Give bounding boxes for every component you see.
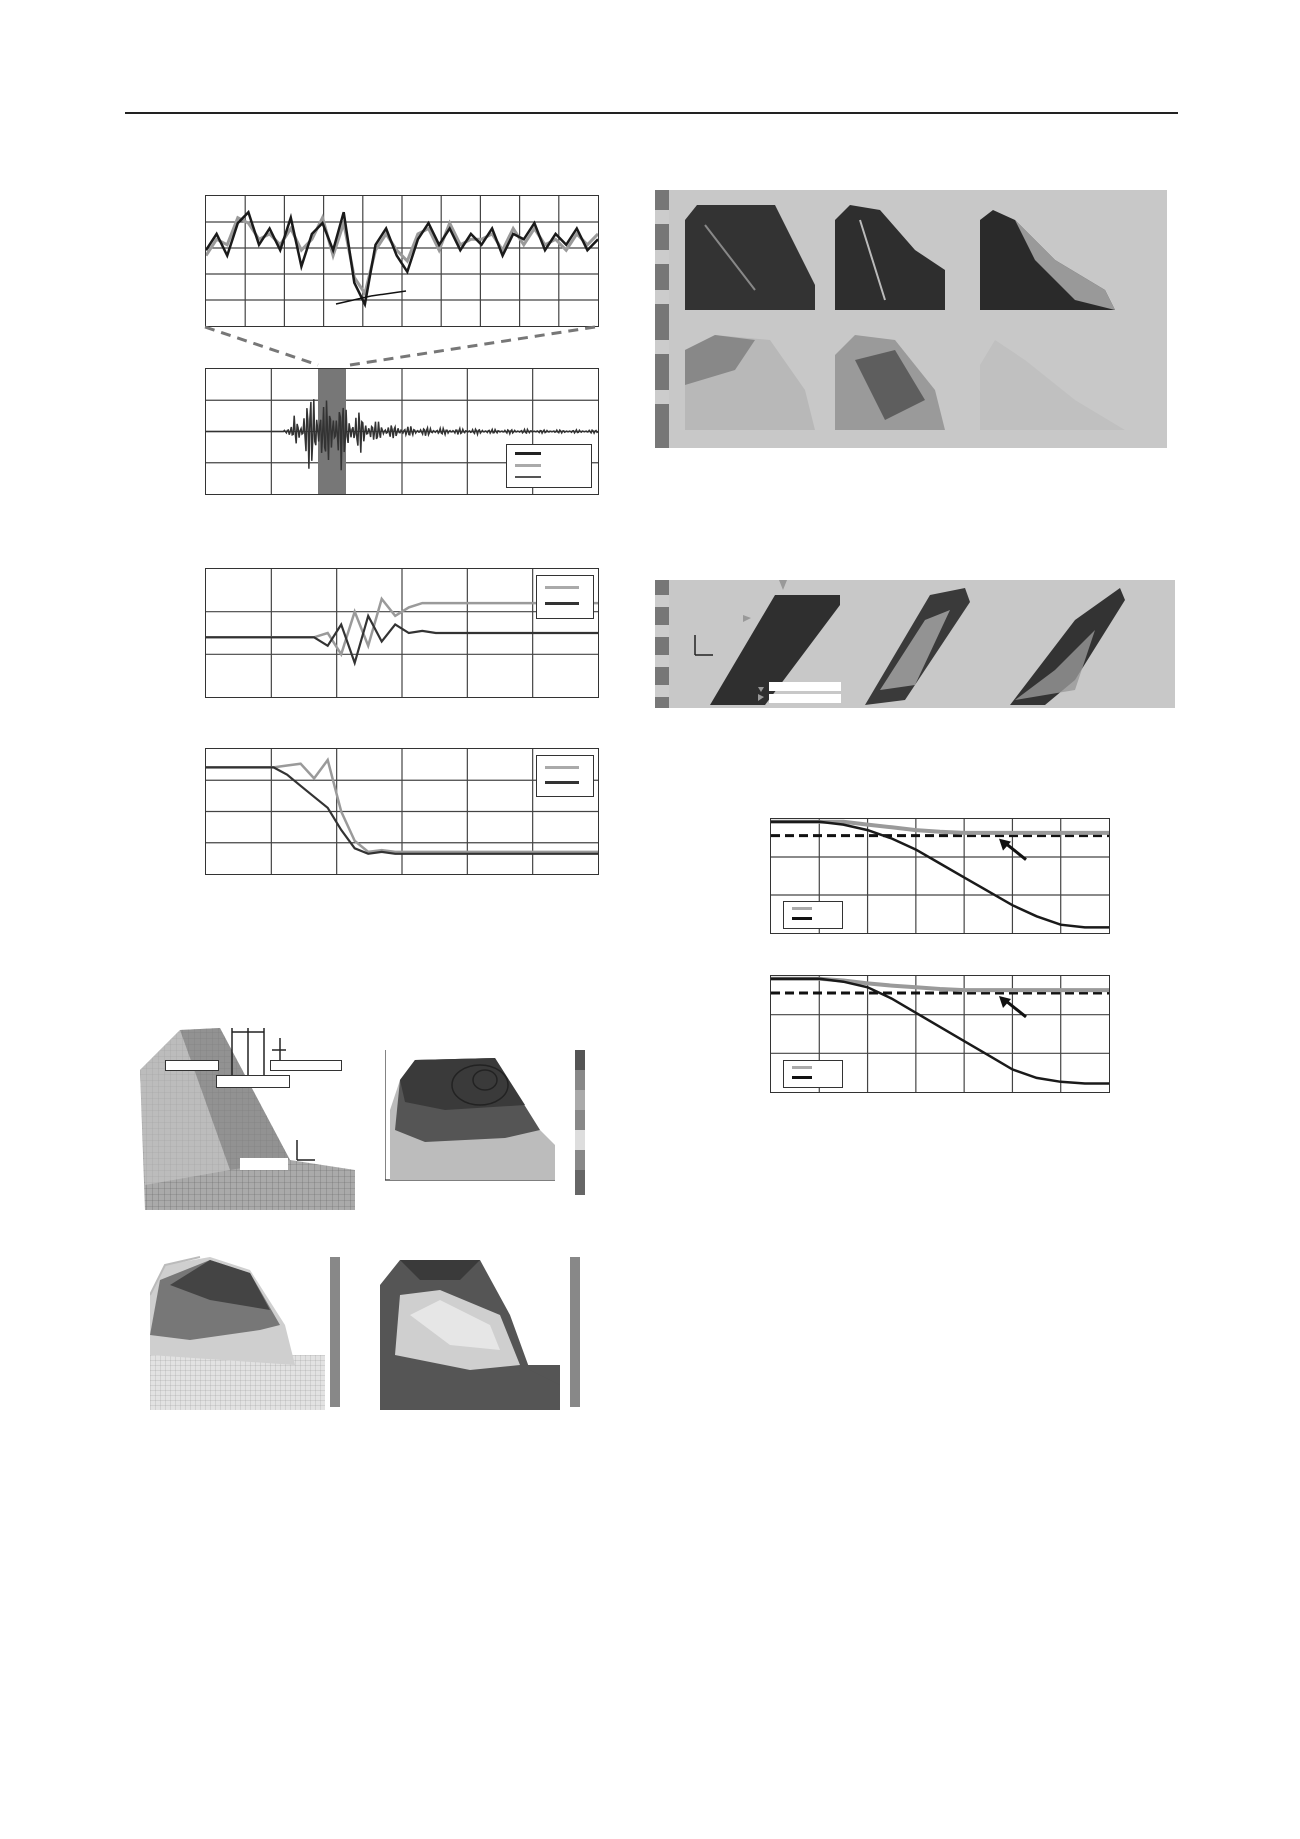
right-disp1-series-light bbox=[771, 822, 1109, 833]
disp2-legend bbox=[536, 755, 594, 797]
zoomed-time-history-chart bbox=[205, 195, 599, 327]
right-disp2-legend bbox=[783, 1060, 843, 1088]
legend-swatch-dark bbox=[545, 781, 579, 784]
accel-legend bbox=[506, 444, 592, 488]
legend-swatch-light bbox=[545, 766, 579, 769]
legend-swatch-light bbox=[792, 907, 812, 910]
zoom-arrow bbox=[371, 291, 406, 296]
legend-bar-1 bbox=[769, 682, 841, 691]
legend-swatch-dark bbox=[545, 602, 579, 605]
zoom-connector bbox=[200, 325, 600, 370]
legend-swatch-dark bbox=[792, 917, 812, 920]
label-box-bottom bbox=[240, 1158, 288, 1170]
label-box-center bbox=[216, 1075, 290, 1088]
simulation-panel-top bbox=[655, 190, 1167, 448]
fe-contour-right bbox=[380, 1255, 585, 1410]
right-displacement-chart-1 bbox=[770, 818, 1110, 934]
right-displacement-chart-2 bbox=[770, 975, 1110, 1093]
legend-bar-2 bbox=[769, 694, 841, 703]
right-disp1-legend bbox=[783, 901, 843, 929]
legend-swatch-mid bbox=[515, 476, 541, 478]
right-disp2-series-light bbox=[771, 979, 1109, 990]
label-box-right bbox=[270, 1060, 342, 1071]
displacement-chart-1 bbox=[205, 568, 599, 698]
disp1-legend bbox=[536, 575, 594, 619]
simulation-panel-middle bbox=[655, 580, 1175, 708]
displacement-chart-2 bbox=[205, 748, 599, 875]
fe-mesh-3d-model bbox=[140, 1020, 355, 1210]
legend-swatch-light bbox=[792, 1066, 812, 1069]
contour-plot bbox=[385, 1050, 610, 1200]
label-box-left bbox=[165, 1060, 219, 1071]
fe-contour-left bbox=[150, 1255, 345, 1410]
legend-swatch-light bbox=[515, 464, 541, 467]
acceleration-time-history-chart bbox=[205, 368, 599, 495]
zoom-chart-svg bbox=[206, 196, 598, 326]
header-rule bbox=[125, 112, 1178, 114]
legend-swatch-light bbox=[545, 586, 579, 589]
legend-swatch-dark bbox=[515, 452, 541, 455]
legend-swatch-dark bbox=[792, 1076, 812, 1079]
